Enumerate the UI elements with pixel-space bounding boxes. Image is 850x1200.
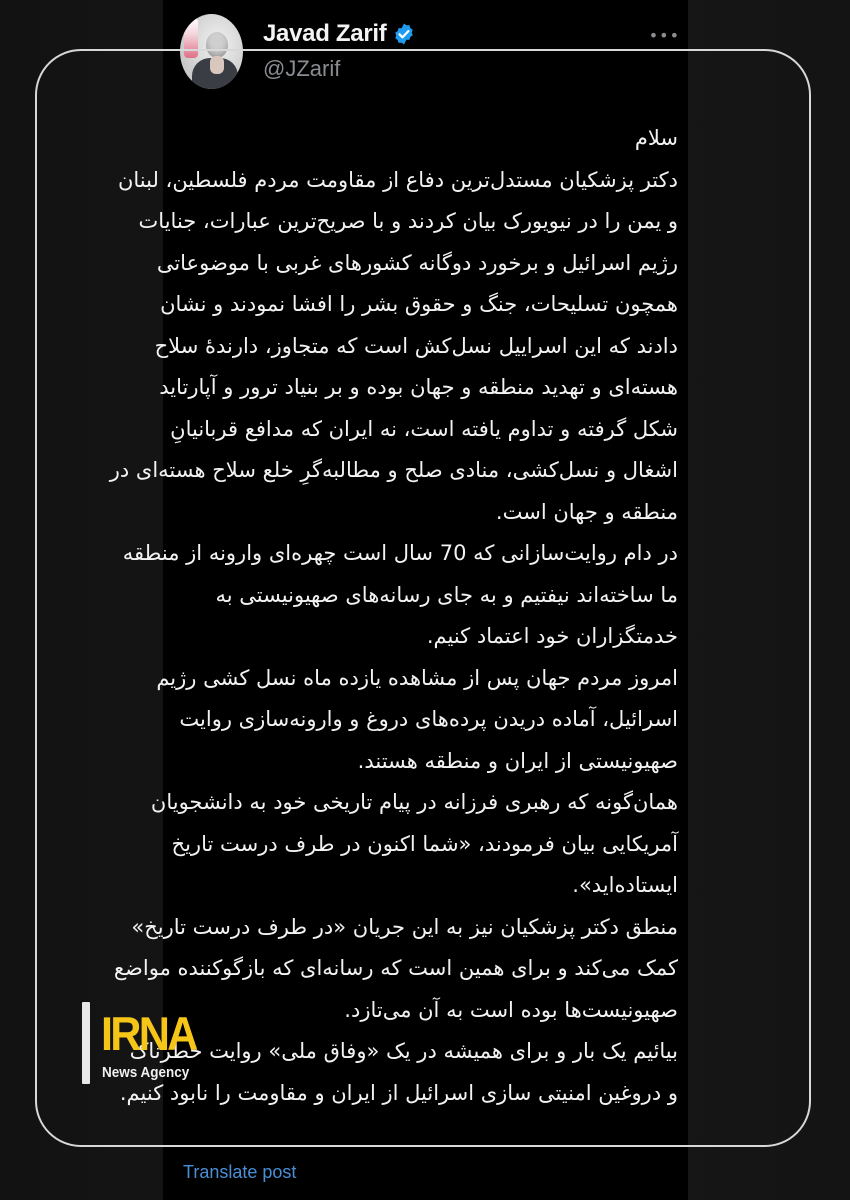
post-line: بیائیم یک بار و برای همیشه در یک «وفاق ملی» روایت خطرناک xyxy=(129,1039,678,1063)
post-line: همان‌گونه که رهبری فرزانه در پیام تاریخی خود به دانشجویان xyxy=(150,790,678,814)
irna-logo-bar xyxy=(82,1002,90,1084)
irna-logo-subtitle: News Agency xyxy=(102,1064,190,1081)
post-line: رژیم اسرائیل و برخورد دوگانه کشورهای غربی با موضوعاتی xyxy=(156,250,678,275)
post-line: صهیونیستی از ایران و منطقه هستند. xyxy=(357,748,678,773)
avatar-figure-head xyxy=(206,32,228,58)
author-name-row xyxy=(263,20,416,48)
post-line: اسرائیل، آماده دریدن پرده‌های دروغ و وارونه‌سازی روایت xyxy=(179,707,678,731)
verified-badge-icon xyxy=(392,22,416,46)
post-line: آمریکایی بیان فرمودند، «شما اکنون در طرف درست تاریخ xyxy=(171,831,678,856)
post-line: منطق دکتر پزشکیان نیز به این جریان «در طرف درست تاریخ» xyxy=(131,914,678,939)
post-line: هسته‌ای و تهدید منطقه و جهان بوده و بر بنیاد ترور و آپارتاید xyxy=(159,375,678,399)
post-line: و یمن را در نیویورک بیان کردند و با صریح‌ترین عبارات، جنایات xyxy=(138,209,678,233)
irna-watermark xyxy=(80,1000,200,1095)
post-header xyxy=(180,14,680,94)
author-display-name[interactable]: Javad Zarif xyxy=(263,20,387,47)
post-line: کمک می‌کند و برای همین است که رسانه‌ای که بازگوکننده مواضع xyxy=(113,956,678,980)
avatar-figure-hand xyxy=(210,56,224,74)
post-line: دادند که این اسراییل نسل‌کش است که متجاوز، دارندۀ سلاح xyxy=(154,333,678,358)
post-line: سلام xyxy=(634,126,678,150)
author-handle[interactable]: @JZarif xyxy=(263,56,341,81)
post-line: امروز مردم جهان پس از مشاهده یازده ماه نسل کشی رژیم xyxy=(156,665,678,690)
post-line: خدمتگزاران خود اعتماد کنیم. xyxy=(426,624,678,648)
post-line: همچون تسلیحات، جنگ و حقوق بشر را افشا نمودند و نشان xyxy=(160,292,678,316)
translate-post-link[interactable]: Translate post xyxy=(183,1162,297,1182)
more-options-icon[interactable]: ••• xyxy=(648,26,680,45)
post-line: دکتر پزشکیان مستدل‌ترین دفاع از مقاومت مردم فلسطین، لبنان xyxy=(117,167,678,192)
flag-graphic xyxy=(184,18,198,58)
post-line: اشغال و نسل‌کشی، منادی صلح و مطالبه‌گرِ خلع سلاح هسته‌ای در xyxy=(109,458,678,482)
irna-logo-text: IRNA xyxy=(101,1007,196,1060)
post-line: منطقه و جهان است. xyxy=(495,499,678,524)
post-line: ما ساخته‌اند نیفتیم و به جای رسانه‌های صهیونیستی به xyxy=(215,582,678,607)
author-avatar[interactable] xyxy=(180,14,243,89)
post-line: شکل گرفته و تداوم یافته است، نه ایران که مدافع قربانیانِ xyxy=(170,416,678,441)
post-line: صهیونیست‌ها بوده است به آن می‌تازد. xyxy=(344,997,678,1022)
post-line: در دام روایت‌سازانی که 70 سال است چهره‌ای وارونه از منطقه xyxy=(122,541,678,565)
post-line: ایستاده‌اید». xyxy=(572,873,678,897)
post-line: و دروغین امنیتی سازی اسرائیل از ایران و مقاومت را نابود کنیم. xyxy=(119,1080,678,1105)
